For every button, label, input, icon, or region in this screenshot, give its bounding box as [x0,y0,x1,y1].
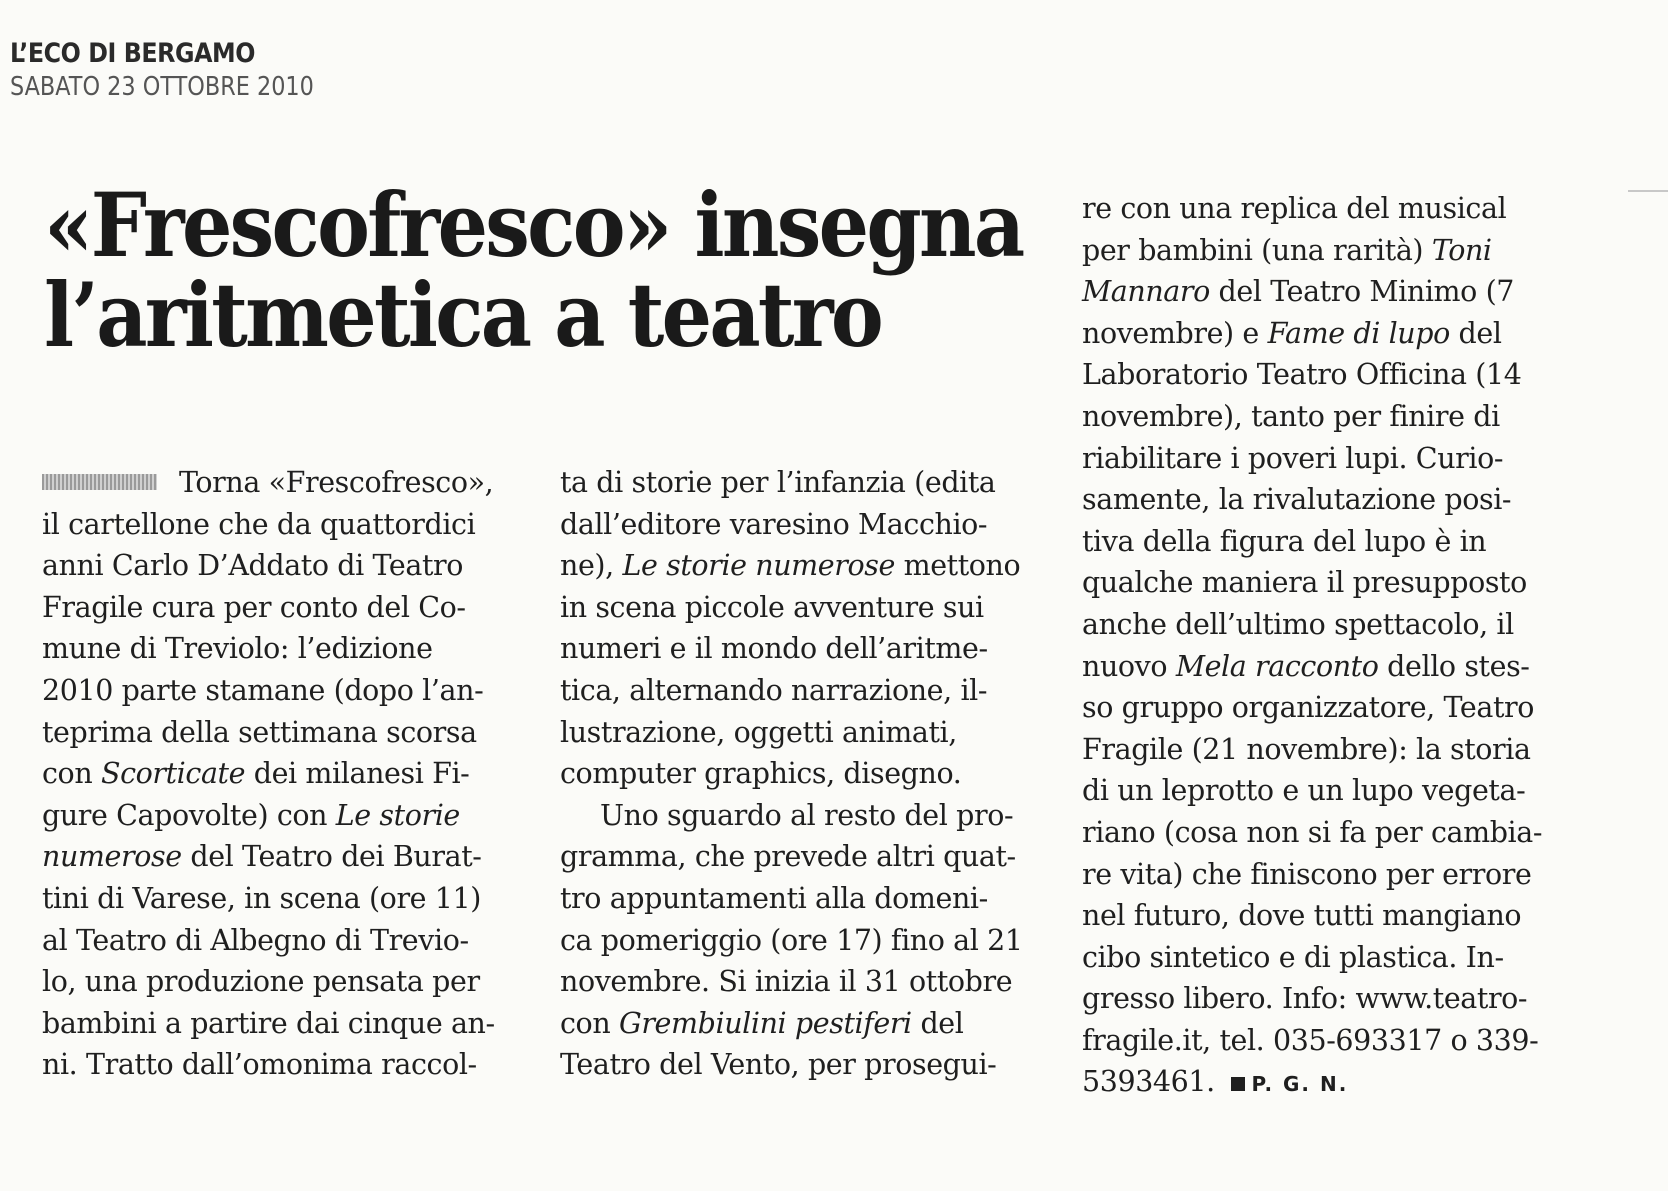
newspaper-name: L’ECO DI BERGAMO [10,38,256,69]
text-line: Torna «Frescofresco», [42,462,495,504]
text-line: re con una replica del musical [1082,192,1507,225]
article-column-2 [560,462,1023,1086]
text-line: bambini a partire dai cinque an- [42,1006,495,1040]
text-line: novembre) e Fame di lupo del [1082,316,1502,350]
text-line: tro appuntamenti alla domeni- [560,881,988,915]
text-line: lo, una produzione pensata per [42,965,480,999]
text-line: 2010 parte stamane (dopo l’an- [42,673,484,707]
article-column-3 [1082,188,1542,1103]
text-line: Laboratorio Teatro Officina (14 [1082,358,1522,392]
text-line: numerose del Teatro dei Burat- [42,840,482,874]
italic-title: Scorticate [100,757,246,791]
text-line: computer graphics, disegno. [560,757,962,791]
text-line: il cartellone che da quattordici [42,507,476,541]
text-line: di un leprotto e un lupo vegeta- [1082,774,1526,808]
italic-title: Fame di lupo [1267,316,1450,350]
text-line: nel futuro, dove tutti mangiano [1082,899,1522,933]
text-line: dall’editore varesino Macchio- [560,507,988,541]
text-line: gure Capovolte) con Le storie [42,798,460,832]
text-line: anche dell’ultimo spettacolo, il [1082,607,1514,641]
end-mark-icon [1231,1077,1245,1091]
text-line: fragile.it, tel. 035-693317 o 339- [1082,1023,1539,1057]
text-line: nuovo Mela racconto dello stes- [1082,649,1530,683]
text-line: Fragile cura per conto del Co- [42,590,466,624]
text-line: cibo sintetico e di plastica. In- [1082,940,1504,974]
text-line: con Grembiulini pestiferi del [560,1006,964,1040]
italic-title: Mannaro [1082,275,1210,309]
text-line: al Teatro di Albegno di Trevio- [42,923,469,957]
text-line: tica, alternando narrazione, il- [560,673,988,707]
text-line: re vita) che finiscono per errore [1082,857,1532,891]
text-line: qualche maniera il presupposto [1082,566,1527,600]
text-line: teprima della settimana scorsa [42,715,477,749]
article-headline [44,173,1023,367]
italic-title: Le storie [335,798,460,832]
article-column-1 [42,462,495,1086]
text-line: novembre. Si inizia il 31 ottobre [560,965,1013,999]
text-line: riabilitare i poveri lupi. Curio- [1082,441,1504,475]
text-line: Mannaro del Teatro Minimo (7 [1082,275,1515,309]
text-line: gramma, che prevede altri quat- [560,840,1016,874]
text-line: mune di Treviolo: l’edizione [42,632,433,666]
text-line: Fragile (21 novembre): la storia [1082,732,1531,766]
text-line: samente, la rivalutazione posi- [1082,483,1512,517]
text-line: Teatro del Vento, per prosegui- [560,1048,997,1082]
lead-marker [42,474,157,490]
text-line: gresso libero. Info: www.teatro- [1082,982,1528,1016]
text-line: con Scorticate dei milanesi Fi- [42,757,470,791]
text-line: riano (cosa non si fa per cambia- [1082,815,1543,849]
page-edge-rule [1628,190,1668,192]
text-line: novembre), tanto per finire di [1082,399,1500,433]
text-line: tini di Varese, in scena (ore 11) [42,881,481,915]
italic-title: Le storie numerose [622,549,895,583]
text-line: lustrazione, oggetti animati, [560,715,957,749]
text-line: ni. Tratto dall’omonima raccol- [42,1048,477,1082]
text-line: Uno sguardo al resto del pro- [600,798,1014,832]
text-line: tiva della figura del lupo è in [1082,524,1487,558]
headline-line-2: l’aritmetica a teatro [44,263,881,367]
text-line: numeri e il mondo dell’aritme- [560,632,988,666]
text-line: so gruppo organizzatore, Teatro [1082,691,1534,725]
text-line: ca pomeriggio (ore 17) fino al 21 [560,923,1023,957]
text-line: anni Carlo D’Addato di Teatro [42,549,463,583]
publication-date: SABATO 23 OTTOBRE 2010 [10,72,314,102]
italic-title: Grembiulini pestiferi [618,1006,912,1040]
text-line: in scena piccole avventure sui [560,590,984,624]
text-line: ta di storie per l’infanzia (edita [560,466,996,499]
headline-line-1: «Frescofresco» insegna [44,173,1023,277]
author-signature: P. G. N. [1231,1072,1348,1096]
text-line: ne), Le storie numerose mettono [560,549,1021,583]
text-line: per bambini (una rarità) Toni [1082,233,1492,267]
masthead [10,38,363,102]
text-line: 5393461. P. G. N. [1082,1065,1349,1099]
italic-title: Mela racconto [1175,649,1379,683]
italic-title: Toni [1431,233,1492,267]
italic-title: numerose [42,840,182,874]
